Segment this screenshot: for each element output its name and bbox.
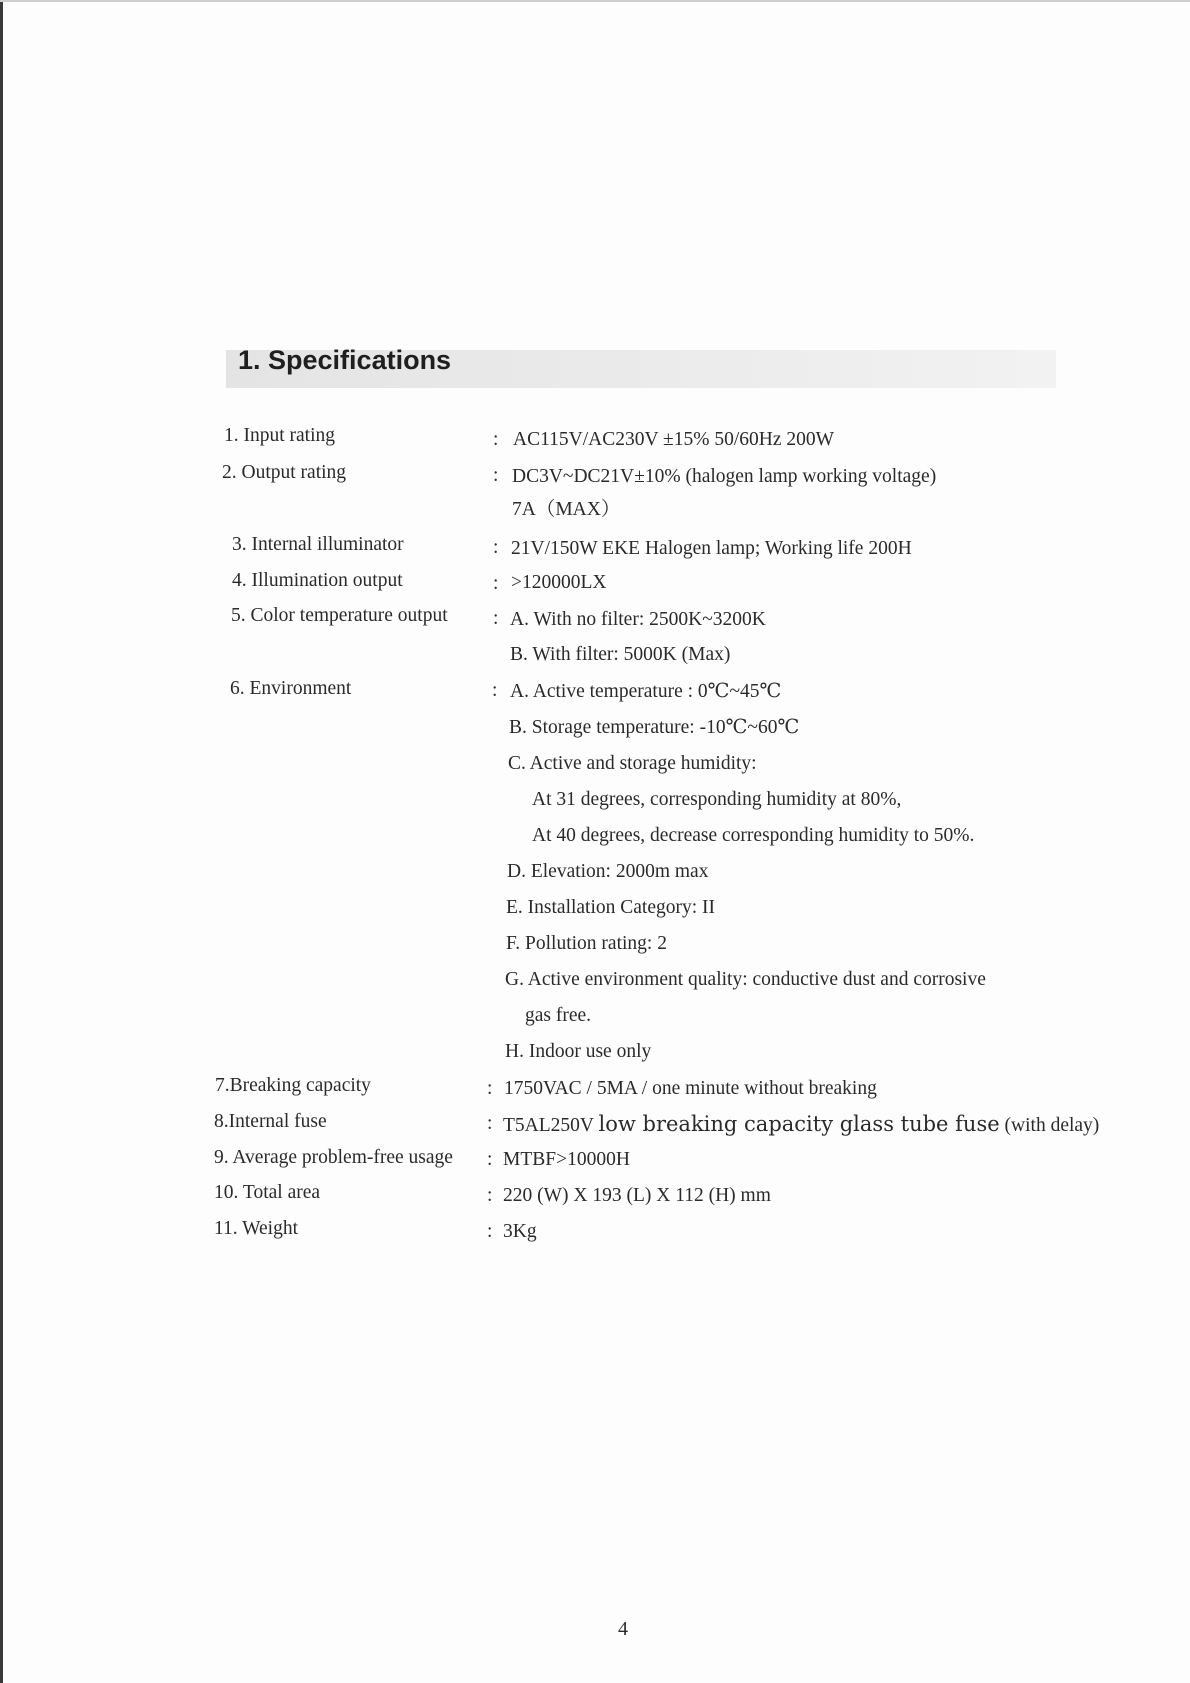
- scan-edge-top: [0, 0, 1190, 2]
- spec-value-total-area: 220 (W) X 193 (L) X 112 (H) mm: [503, 1185, 771, 1206]
- spec-separator: :: [487, 1113, 493, 1134]
- spec-label-illumination-output: 4. Illumination output: [232, 570, 403, 591]
- spec-value-color-temp-no-filter: A. With no filter: 2500K~3200K: [510, 609, 766, 630]
- spec-value-env-active-temp: A. Active temperature : 0℃~45℃: [510, 681, 782, 702]
- spec-separator: :: [492, 680, 498, 701]
- spec-value-output-rating: DC3V~DC21V±10% (halogen lamp working voltage): [512, 466, 937, 487]
- fuse-delay: (with delay): [999, 1115, 1100, 1136]
- spec-value-env-quality: G. Active environment quality: conductive dust and corrosive: [505, 969, 986, 990]
- spec-label-internal-fuse: 8.Internal fuse: [214, 1111, 327, 1132]
- spec-separator: :: [493, 537, 499, 558]
- spec-label-weight: 11. Weight: [214, 1218, 299, 1239]
- spec-label-input-rating: 1. Input rating: [224, 425, 336, 446]
- spec-value-input-rating: AC115V/AC230V ±15% 50/60Hz 200W: [513, 429, 835, 450]
- spec-value-env-indoor: H. Indoor use only: [505, 1041, 652, 1062]
- spec-label-internal-illuminator: 3. Internal illuminator: [232, 534, 404, 555]
- spec-value-env-elevation: D. Elevation: 2000m max: [507, 861, 709, 882]
- spec-value-env-installation: E. Installation Category: II: [506, 897, 716, 918]
- spec-label-output-rating: 2. Output rating: [222, 462, 347, 483]
- spec-label-breaking-capacity: 7.Breaking capacity: [215, 1075, 371, 1096]
- fuse-description: low breaking capacity glass tube fuse: [598, 1112, 1000, 1136]
- spec-value-weight: 3Kg: [503, 1221, 537, 1242]
- spec-value-env-storage-temp: B. Storage temperature: -10℃~60℃: [509, 717, 800, 738]
- spec-separator: :: [493, 573, 499, 594]
- spec-value-breaking-capacity: 1750VAC / 5MA / one minute without breaking: [504, 1078, 877, 1099]
- spec-value-env-quality-cont: gas free.: [525, 1005, 592, 1026]
- spec-value-internal-fuse: [503, 1112, 1099, 1138]
- fuse-model: T5AL250V: [503, 1115, 599, 1136]
- spec-value-env-humidity-40: At 40 degrees, decrease corresponding humidity to 50%.: [532, 825, 975, 846]
- spec-label-average-usage: 9. Average problem-free usage: [214, 1147, 453, 1168]
- spec-value-env-humidity-31: At 31 degrees, corresponding humidity at 80%,: [532, 789, 902, 810]
- spec-separator: :: [487, 1185, 493, 1206]
- spec-value-env-humidity: C. Active and storage humidity:: [508, 753, 757, 774]
- page-number: 4: [618, 1618, 628, 1640]
- spec-label-environment: 6. Environment: [230, 678, 352, 699]
- spec-separator: :: [493, 608, 499, 629]
- section-title: 1. Specifications: [238, 345, 452, 375]
- spec-separator: :: [487, 1221, 493, 1242]
- spec-value-illumination-output: >120000LX: [511, 572, 607, 593]
- spec-label-color-temperature: 5. Color temperature output: [231, 605, 448, 626]
- spec-value-color-temp-filter: B. With filter: 5000K (Max): [510, 644, 731, 665]
- spec-separator: :: [493, 429, 499, 450]
- spec-separator: :: [493, 465, 499, 486]
- spec-value-average-usage: MTBF>10000H: [503, 1149, 630, 1170]
- scan-edge: [0, 0, 3, 1683]
- spec-value-env-pollution: F. Pollution rating: 2: [506, 933, 667, 954]
- spec-value-internal-illuminator: 21V/150W EKE Halogen lamp; Working life 200H: [511, 538, 912, 559]
- spec-value-output-rating-max: 7A（MAX）: [512, 499, 621, 520]
- spec-separator: :: [487, 1149, 493, 1170]
- spec-separator: :: [487, 1078, 493, 1099]
- spec-label-total-area: 10. Total area: [214, 1182, 321, 1203]
